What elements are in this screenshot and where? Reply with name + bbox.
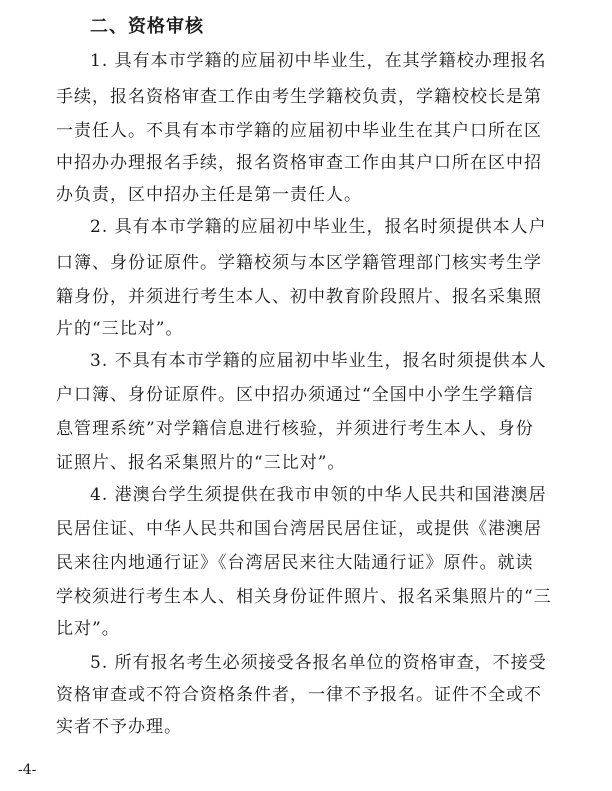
paragraph-1-line-5: 办负责，区中招办主任是第一责任人。 (56, 185, 362, 205)
section-heading: 二、资格审核 (90, 16, 204, 37)
paragraph-2-line-3: 籍身份，并须进行考生本人、初中教育阶段照片、报名采集照 (56, 287, 542, 307)
paragraph-3-line-3: 息管理系统”对学籍信息进行核验，并须进行考生本人、身份 (56, 419, 534, 439)
paragraph-2-line-2: 口簿、身份证原件。学籍校须与本区学籍管理部门核实考生学 (56, 253, 542, 273)
paragraph-5-line-2: 资格审查或不符合资格条件者，一律不予报名。证件不全或不 (56, 685, 542, 705)
paragraph-4-line-1: 4. 港澳台学生须提供在我市申领的中华人民共和国港澳居 (90, 485, 547, 505)
paragraph-1-line-2: 手续，报名资格审查工作由考生学籍校负责，学籍校校长是第 (56, 87, 542, 107)
paragraph-2-line-4: 片的“三比对”。 (56, 319, 184, 339)
paragraph-5-line-1: 5. 所有报名考生必须接受各报名单位的资格审查，不接受 (90, 653, 547, 673)
paragraph-1-line-1: 1. 具有本市学籍的应届初中毕业生，在其学籍校办理报名 (90, 51, 547, 71)
paragraph-1-line-4: 中招办办理报名手续，报名资格审查工作由其户口所在区中招 (56, 153, 542, 173)
paragraph-4-line-3: 民来往内地通行证》《台湾居民来往大陆通行证》原件。就读 (56, 553, 534, 573)
page-number: -4- (18, 762, 37, 778)
paragraph-5-line-3: 实者不予办理。 (56, 717, 182, 737)
paragraph-4-line-5: 比对”。 (56, 619, 120, 639)
paragraph-4-line-2: 民居住证、中华人民共和国台湾居民居住证，或提供《港澳居 (56, 519, 542, 539)
paragraph-3-line-4: 证照片、报名采集照片的“三比对”。 (56, 453, 346, 473)
paragraph-2-line-1: 2. 具有本市学籍的应届初中毕业生，报名时须提供本人户 (90, 217, 547, 237)
paragraph-4-line-4: 学校须进行考生本人、相关身份证件照片、报名采集照片的“三 (56, 587, 552, 607)
paragraph-3-line-2: 户口簿、身份证原件。区中招办须通过“全国中小学生学籍信 (56, 385, 534, 405)
paragraph-1-line-3: 一责任人。不具有本市学籍的应届初中毕业生在其户口所在区 (56, 121, 542, 141)
paragraph-3-line-1: 3. 不具有本市学籍的应届初中毕业生，报名时须提供本人 (90, 351, 547, 371)
